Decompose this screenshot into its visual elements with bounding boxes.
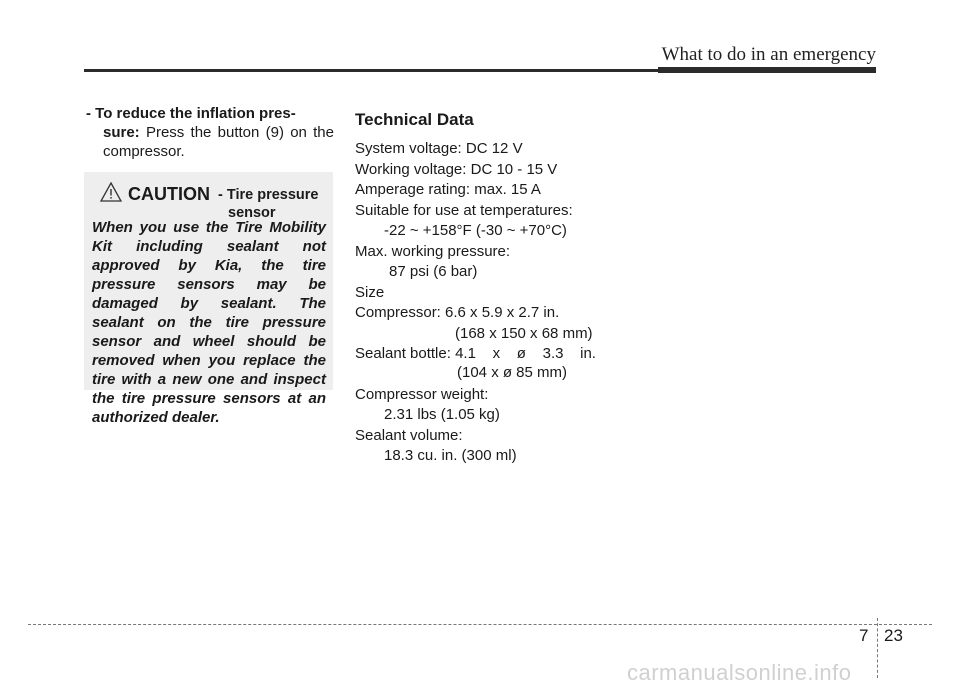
instruction-step [86, 104, 334, 161]
caution-body: When you use the Tire Mobility Kit including sealant not approved by Kia, the tire pressure sensors may be damaged by sealant. The sealant on the tire pressure sensor and wheel should be removed when you replace the tire with a new one and inspect the tire pressure sensors at an authorized dealer. [92, 219, 326, 426]
header-rule-accent [658, 67, 876, 73]
weight-label: Compressor weight: [355, 385, 489, 403]
caution-box [84, 172, 333, 426]
pressure-label: Max. working pressure: [355, 242, 511, 260]
header-section-title: What to do in an emergency [661, 44, 876, 65]
warning-triangle-icon [100, 182, 122, 202]
compressor-size: Compressor: 6.6 x 5.9 x 2.7 in. [355, 304, 560, 321]
caution-subtitle: - Tire pressure [218, 187, 319, 203]
footer-divider [877, 618, 878, 678]
system-voltage: System voltage: DC 12 V [355, 140, 523, 157]
weight-value: 2.31 lbs (1.05 kg) [384, 406, 500, 423]
watermark: carmanualsonline.info [627, 660, 852, 685]
pressure-value: 87 psi (6 bar) [389, 263, 478, 280]
temperature-label: Suitable for use at temperatures: [355, 201, 573, 219]
volume-label: Sealant volume: [355, 426, 463, 444]
size-label: Size [355, 283, 385, 301]
technical-data [355, 110, 655, 467]
footer-rule [28, 624, 932, 625]
temperature-value: -22 ~ +158°F (-30 ~ +70°C) [384, 222, 567, 239]
step-text: Press the button (9) on the compressor. [103, 124, 334, 160]
caution-label: CAUTION [128, 184, 210, 204]
caution-subtitle-cont: sensor [228, 205, 276, 221]
amperage-rating: Amperage rating: max. 15 A [355, 181, 541, 198]
page-number: 23 [884, 626, 903, 645]
bottle-size: Sealant bottle: 4.1 x ø 3.3 in. [355, 345, 596, 362]
volume-value: 18.3 cu. in. (300 ml) [384, 447, 517, 464]
technical-data-title: Technical Data [355, 110, 474, 129]
step-heading-end: sure: [103, 124, 140, 141]
chapter-number: 7 [859, 626, 869, 645]
compressor-size-mm: (168 x 150 x 68 mm) [455, 324, 593, 342]
step-heading: - To reduce the inflation pres- [86, 105, 296, 122]
working-voltage: Working voltage: DC 10 - 15 V [355, 160, 558, 178]
bottle-size-mm: (104 x ø 85 mm) [457, 363, 568, 381]
